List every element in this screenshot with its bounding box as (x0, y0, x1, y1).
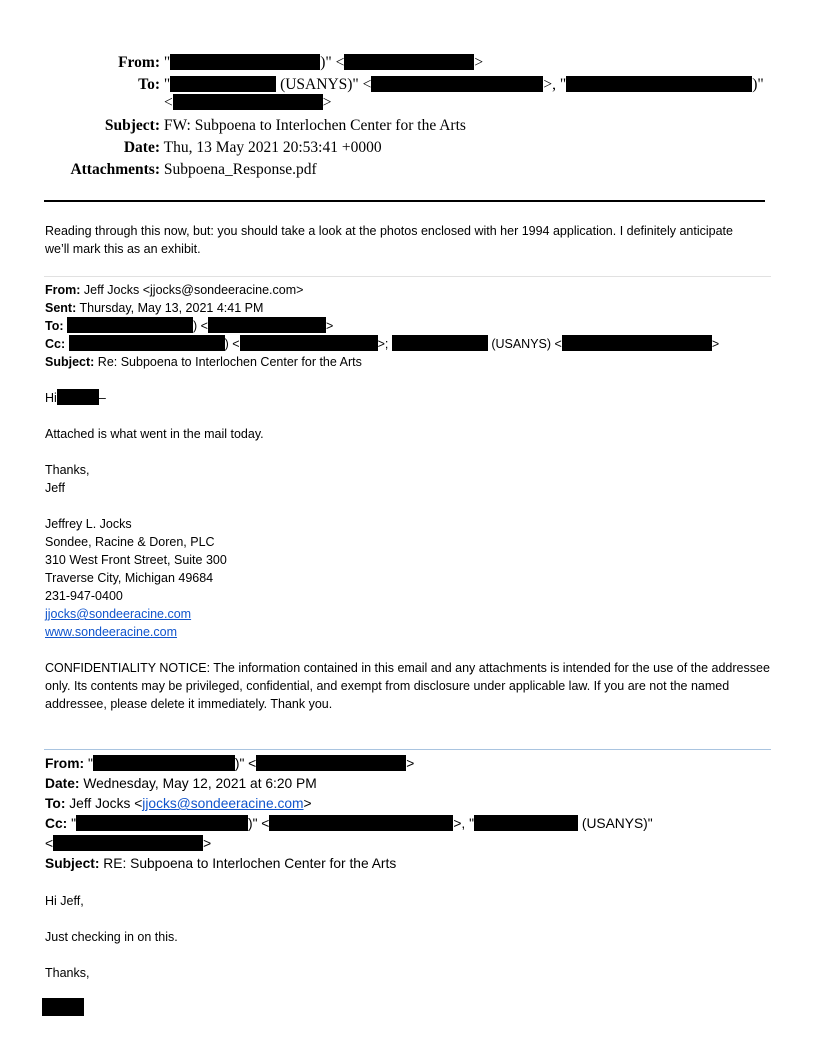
header-from-label: From: (118, 54, 160, 71)
msg2-from-label: From: (45, 756, 85, 771)
header-attachments-row (0, 161, 317, 179)
msg1-sent-label: Sent: (45, 301, 77, 315)
header-subject-row (0, 117, 466, 135)
msg1-cc-label: Cc: (45, 337, 66, 351)
redaction-box (240, 335, 378, 351)
msg1-sign: Jeff (45, 481, 65, 495)
msg1-sent-value: Thursday, May 13, 2021 4:41 PM (79, 301, 264, 315)
redaction-box (42, 998, 84, 1016)
header-date-value: Thu, 13 May 2021 20:53:41 +0000 (163, 139, 382, 156)
msg2-greeting: Hi Jeff, (45, 894, 84, 908)
msg1-sent-row (45, 299, 263, 317)
sig-name: Jeffrey L. Jocks (45, 517, 132, 531)
msg2-date-label: Date: (45, 776, 80, 791)
msg2-cc-label: Cc: (45, 816, 68, 831)
redaction-box (170, 54, 320, 70)
redaction-box (76, 815, 248, 831)
msg1-subject-row (45, 353, 362, 371)
redaction-box (269, 815, 453, 831)
intro-paragraph: Reading through this now, but: you should take a look at the photos enclosed with her 1994 application. I definitely anticipate we’ll mark this as an exhibit. (45, 224, 733, 256)
msg1-from-row (45, 281, 303, 299)
msg2-cc-row-cont: < > (45, 836, 212, 851)
msg2-cc-row: Cc: " )" < >, " (USANYS)" (45, 816, 653, 831)
header-subject-value: FW: Subpoena to Interlochen Center for the Arts (163, 117, 466, 134)
header-date-row (0, 139, 382, 157)
redaction-box (474, 815, 578, 831)
redaction-box (93, 755, 235, 771)
redaction-box (256, 755, 406, 771)
msg2-line1: Just checking in on this. (45, 930, 178, 944)
msg2-cc-usanys: (USANYS) (581, 816, 648, 831)
msg2-to-label: To: (45, 796, 66, 811)
msg1-to-row: To: ) < > (45, 319, 334, 333)
sig-address-2: Traverse City, Michigan 49684 (45, 571, 214, 585)
header-date-label: Date: (123, 139, 160, 156)
redaction-box (173, 94, 323, 110)
msg2-date-row (45, 774, 317, 794)
header-to-row: To: " (USANYS)" < >, " )" (0, 76, 764, 94)
header-attachments-label: Attachments: (70, 161, 160, 178)
msg1-line1: Attached is what went in the mail today. (45, 427, 264, 441)
msg1-greeting-row (45, 389, 106, 407)
header-subject-label: Subject: (104, 117, 160, 134)
header-from-row: From: " )" < > (0, 54, 483, 72)
sig-web-link[interactable]: www.sondeeracine.com (45, 625, 178, 639)
message-divider (44, 276, 771, 277)
header-divider (44, 200, 765, 202)
msg1-cc-usanys: (USANYS) (491, 337, 552, 351)
redaction-box (170, 76, 276, 92)
msg2-thanks: Thanks, (45, 966, 90, 980)
redaction-box (566, 76, 752, 92)
msg2-to-row: To: Jeff Jocks <jjocks@sondeeracine.com> (45, 796, 312, 811)
msg2-subject-row (45, 854, 396, 874)
msg1-subject-label: Subject: (45, 355, 95, 369)
sig-email-link[interactable]: jjocks@sondeeracine.com (45, 607, 192, 621)
redaction-box (344, 54, 474, 70)
redaction-box (371, 76, 543, 92)
redaction-box (208, 317, 326, 333)
redaction-box (53, 835, 203, 851)
confidentiality-notice: CONFIDENTIALITY NOTICE: The information contained in this email and any attachments is intended for the use of the addressee only. Its contents may be privileged, confidential, and exempt from disclosure under applicable law. If you are not the named addressee, please delete it immediately. Thank you. (45, 661, 770, 711)
header-to-usanys: (USANYS) (280, 76, 353, 93)
redaction-box (562, 335, 712, 351)
msg2-to-email-link[interactable]: jjocks@sondeeracine.com (142, 796, 304, 811)
msg2-subject-label: Subject: (45, 856, 100, 871)
redaction-box (67, 317, 193, 333)
msg1-from-value: Jeff Jocks <jjocks@sondeeracine.com> (83, 283, 304, 297)
redaction-box (392, 335, 488, 351)
message-divider (44, 749, 771, 750)
msg2-to-name: Jeff Jocks (69, 796, 131, 811)
header-to-label: To: (138, 76, 160, 93)
header-to-row-cont: < > (164, 94, 332, 111)
msg2-from-row: From: " )" < > (45, 756, 415, 771)
sig-firm: Sondee, Racine & Doren, PLC (45, 535, 215, 549)
redaction-box (57, 389, 99, 405)
msg1-cc-row: Cc: ) < >; (USANYS) < > (45, 337, 720, 351)
sig-phone: 231-947-0400 (45, 589, 123, 603)
msg1-subject-value: Re: Subpoena to Interlochen Center for the Arts (97, 355, 362, 369)
sig-address-1: 310 West Front Street, Suite 300 (45, 553, 227, 567)
msg1-greeting-dash: – (98, 391, 106, 405)
redaction-box (69, 335, 225, 351)
msg1-thanks: Thanks, (45, 463, 90, 477)
header-attachments-value: Subpoena_Response.pdf (163, 161, 317, 178)
msg1-to-label: To: (45, 319, 64, 333)
msg1-greeting: Hi (45, 391, 57, 405)
msg2-date-value: Wednesday, May 12, 2021 at 6:20 PM (83, 776, 317, 791)
msg1-from-label: From: (45, 283, 81, 297)
msg2-subject-value: RE: Subpoena to Interlochen Center for the Arts (103, 856, 397, 871)
